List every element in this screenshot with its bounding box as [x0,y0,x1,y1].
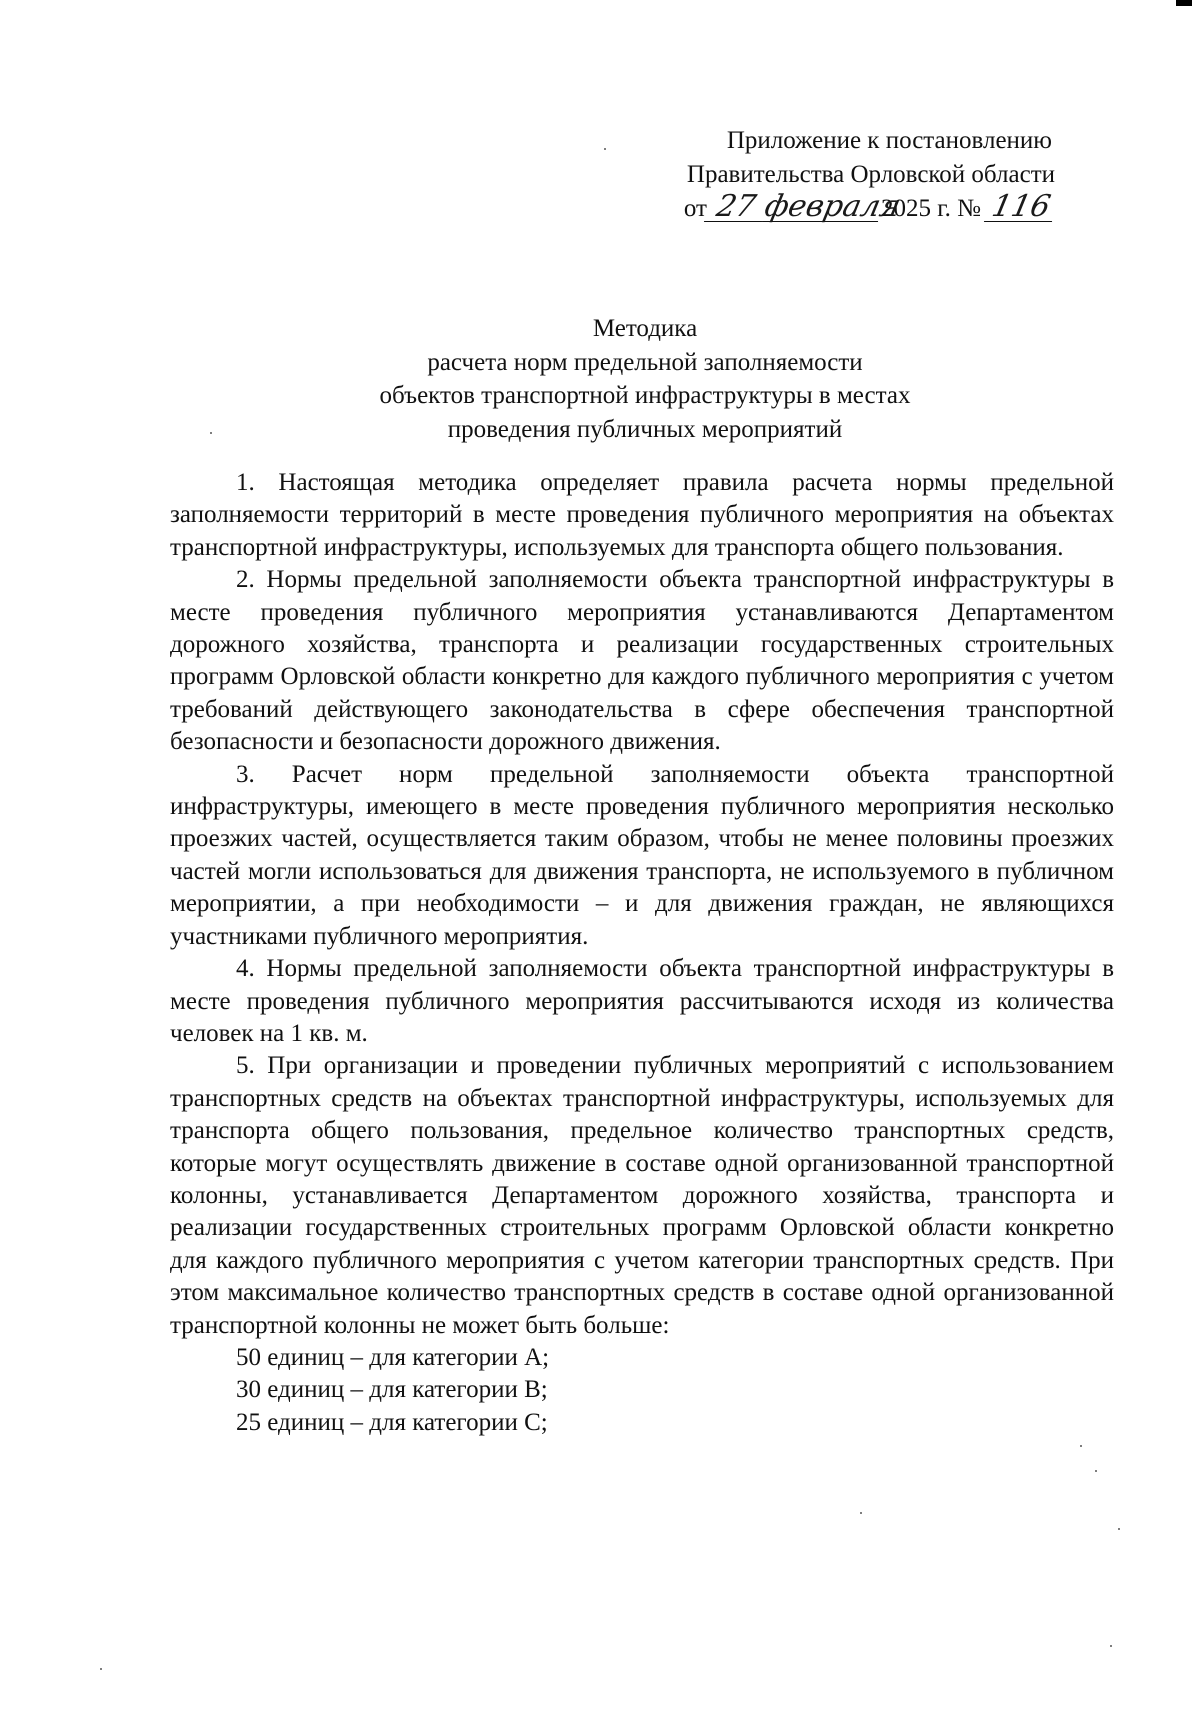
document-body [170,467,1114,1439]
list-item-category-c: 25 единиц – для категории С; [236,1408,548,1436]
appendix-header-line2: Правительства Орловской области [686,161,1055,188]
paragraph-5: 5. При организации и проведении публичных мероприятий с использованием транспортных средств на объектах транспортной инфраструктуры, используемых для транспорта общего пользования, предельное количество транспортных средств, которые могут осуществлять движение в составе одной организованной транспортной колонны, устанавливается Департаментом дорожного хозяйства, транспорта и реализации государственных строительных программ Орловской области конкретно для каждого публичного мероприятия с учетом категории транспортных средств. При этом максимальное количество транспортных средств в составе одной организованной транспортной колонны не может быть больше: [170,1052,1114,1339]
paragraph-4: 4. Нормы предельной заполняемости объекта транспортной инфраструктуры в месте проведения публичного мероприятия рассчитываются исходя из количества человек на 1 кв. м. [170,955,1114,1047]
date-day-handwritten: 27 [704,193,768,222]
scan-speck [1110,1645,1112,1647]
scan-speck [100,1668,102,1670]
list-item-category-a: 50 единиц – для категории А; [236,1343,550,1371]
scan-speck [1095,1470,1097,1472]
title-line3: объектов транспортной инфраструктуры в местах [379,382,911,409]
scan-speck [1080,1445,1082,1447]
list-item-category-b: 30 единиц – для категории В; [236,1376,548,1404]
paragraph-1: 1. Настоящая методика определяет правила расчета нормы предельной заполняемости территорий в месте проведения публичного мероприятия на объектах транспортной инфраструктуры, используемых для транспорта общего пользования. [170,469,1114,561]
title-line4: проведения публичных мероприятий [447,415,843,443]
document-number-handwritten: 116 [984,193,1058,222]
date-year: 2025 г. № [880,195,981,222]
appendix-date-line [600,189,1055,226]
title-line1: Методика [592,315,698,342]
scan-speck [1118,1528,1120,1530]
appendix-header-line1: Приложение к постановлению [726,127,1052,154]
scan-speck [210,432,212,434]
document-title [170,312,1120,446]
paragraph-2: 2. Нормы предельной заполняемости объекта транспортной инфраструктуры в месте проведения публичного мероприятия устанавливаются Департаментом дорожного хозяйства, транспорта и реализации государственных строительных программ Орловской области конкретно для каждого публичного мероприятия с учетом требований действующего законодательства в сфере обеспечения транспортной безопасности и безопасности дорожного движения. [170,566,1114,756]
title-line2: расчета норм предельной заполняемости [427,348,863,376]
date-month-handwritten: февраля [761,189,904,224]
date-prefix: от [683,195,707,222]
paragraph-3: 3. Расчет норм предельной заполняемости объекта транспортной инфраструктуры, имеющего в месте проведения публичного мероприятия несколько проезжих частей, осуществляется таким образом, чтобы не менее половины проезжих частей могли использоваться для движения транспорта, не используемого в публичном мероприятии, а при необходимости – и для движения граждан, не являющихся участниками публичного мероприятия. [170,760,1114,950]
scan-speck [860,1512,862,1514]
appendix-header [600,124,1160,226]
scan-corner-mark [1176,0,1192,6]
scan-speck [604,148,606,150]
